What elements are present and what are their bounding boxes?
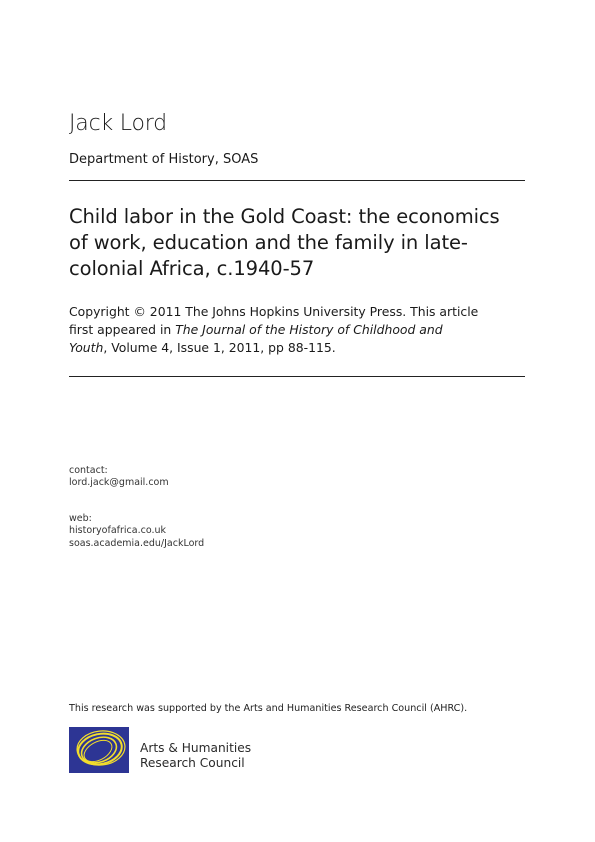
author-name: Jack Lord [69,111,167,136]
author-department: Department of History, SOAS [69,152,259,167]
copyright-text: first appeared in [69,322,176,337]
logo-text-line: Arts & Humanities [140,741,252,755]
journal-name-cont: Youth [69,340,104,355]
ahrc-logo-icon [69,727,129,773]
contact-label: contact: [69,465,108,476]
divider [69,376,525,377]
web-block [69,513,204,550]
web-link[interactable]: soas.academia.edu/JackLord [69,537,205,549]
copyright-notice [69,303,539,357]
logo-text-line: Research Council [140,756,245,770]
copyright-line [69,339,539,357]
funding-note: This research was supported by the Arts and Humanities Research Council (AHRC). [69,703,468,714]
copyright-text: , Volume 4, Issue 1, 2011, pp 88-115. [103,340,336,355]
web-label: web: [69,513,92,524]
article-title [69,204,539,282]
title-line: colonial Africa, c.1940-57 [69,257,315,280]
contact-email[interactable]: lord.jack@gmail.com [69,477,169,489]
web-link[interactable]: historyofafrica.co.uk [69,525,167,537]
contact-block [69,465,169,490]
journal-name: The Journal of the History of Childhood and [175,322,443,337]
copyright-line [69,321,539,339]
copyright-line: Copyright © 2011 The Johns Hopkins University Press. This article [69,304,479,319]
title-line: Child labor in the Gold Coast: the economics [69,205,500,228]
ahrc-logo-text [140,741,251,771]
divider [69,180,525,181]
title-line: of work, education and the family in late- [69,231,468,254]
